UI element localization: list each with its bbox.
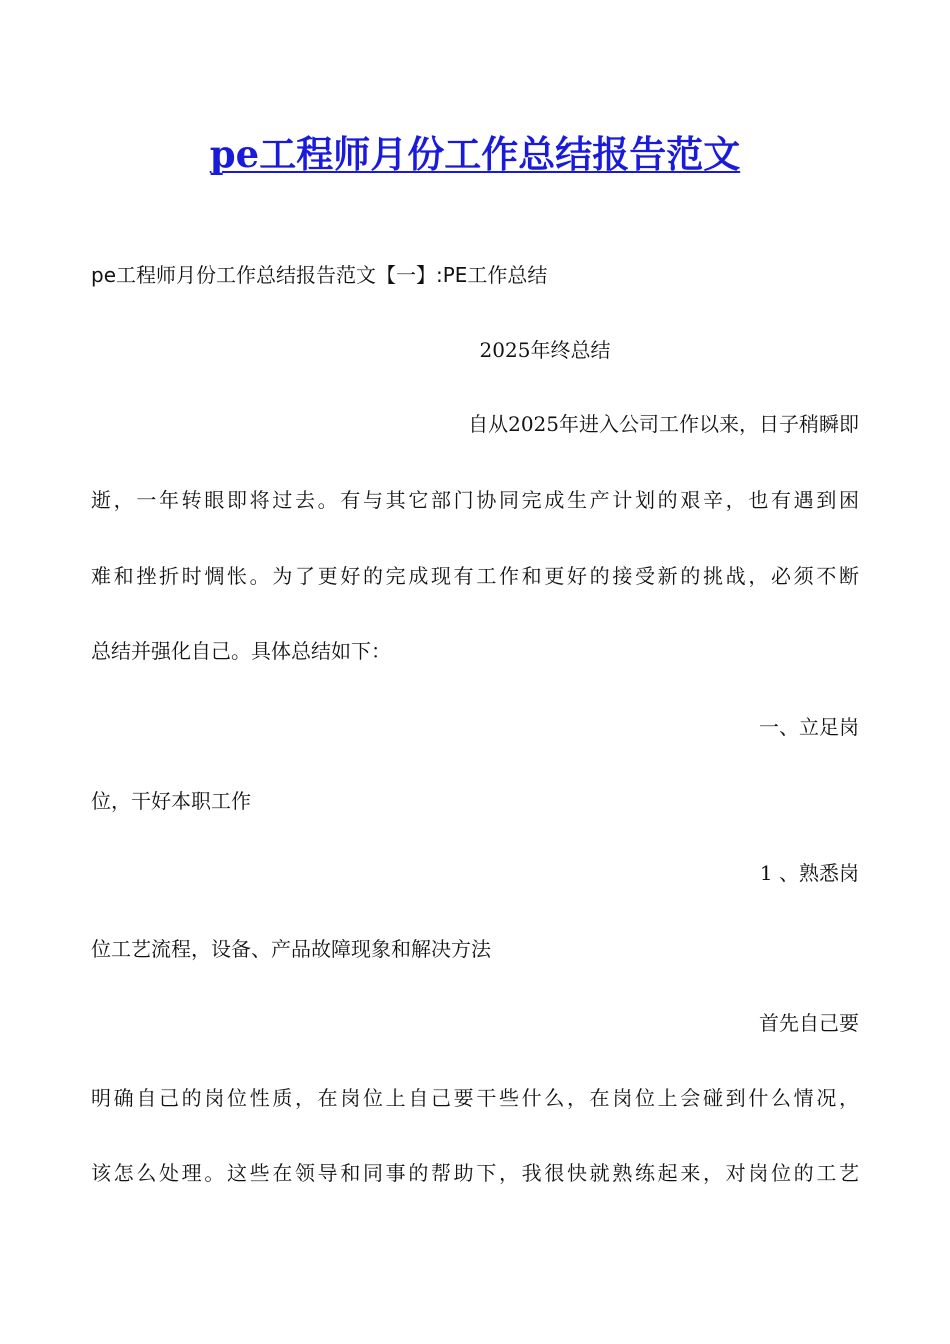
paragraph-line: 难和挫折时惆怅。为了更好的完成现有工作和更好的接受新的挑战，必须不断: [91, 564, 859, 588]
title-link[interactable]: pe工程师月份工作总结报告范文: [209, 132, 741, 176]
paragraph-line: 自从2025年进入公司工作以来，日子稍瞬即: [468, 412, 859, 436]
subheading-year-summary: 2025年终总结: [479, 338, 611, 362]
paragraph-line: 逝，一年转眼即将过去。有与其它部门协同完成生产计划的艰辛，也有遇到困: [91, 488, 859, 512]
section-heading-1: 一、立足岗: [759, 715, 859, 739]
paragraph-line: 明确自己的岗位性质，在岗位上自己要干些什么，在岗位上会碰到什么情况，: [91, 1086, 859, 1110]
document-title: [0, 128, 950, 180]
paragraph-line: 该怎么处理。这些在领导和同事的帮助下，我很快就熟练起来，对岗位的工艺: [91, 1161, 859, 1185]
section-heading: pe工程师月份工作总结报告范文【一】:PE工作总结: [91, 263, 548, 287]
paragraph-line: 位工艺流程，设备、产品故障现象和解决方法: [91, 937, 491, 961]
paragraph-line: 总结并强化自己。具体总结如下：: [91, 639, 391, 663]
paragraph-line: 位，干好本职工作: [91, 789, 251, 813]
paragraph-line: 首先自己要: [759, 1011, 859, 1035]
subsection-heading-1: 1 、熟悉岗: [759, 861, 859, 885]
